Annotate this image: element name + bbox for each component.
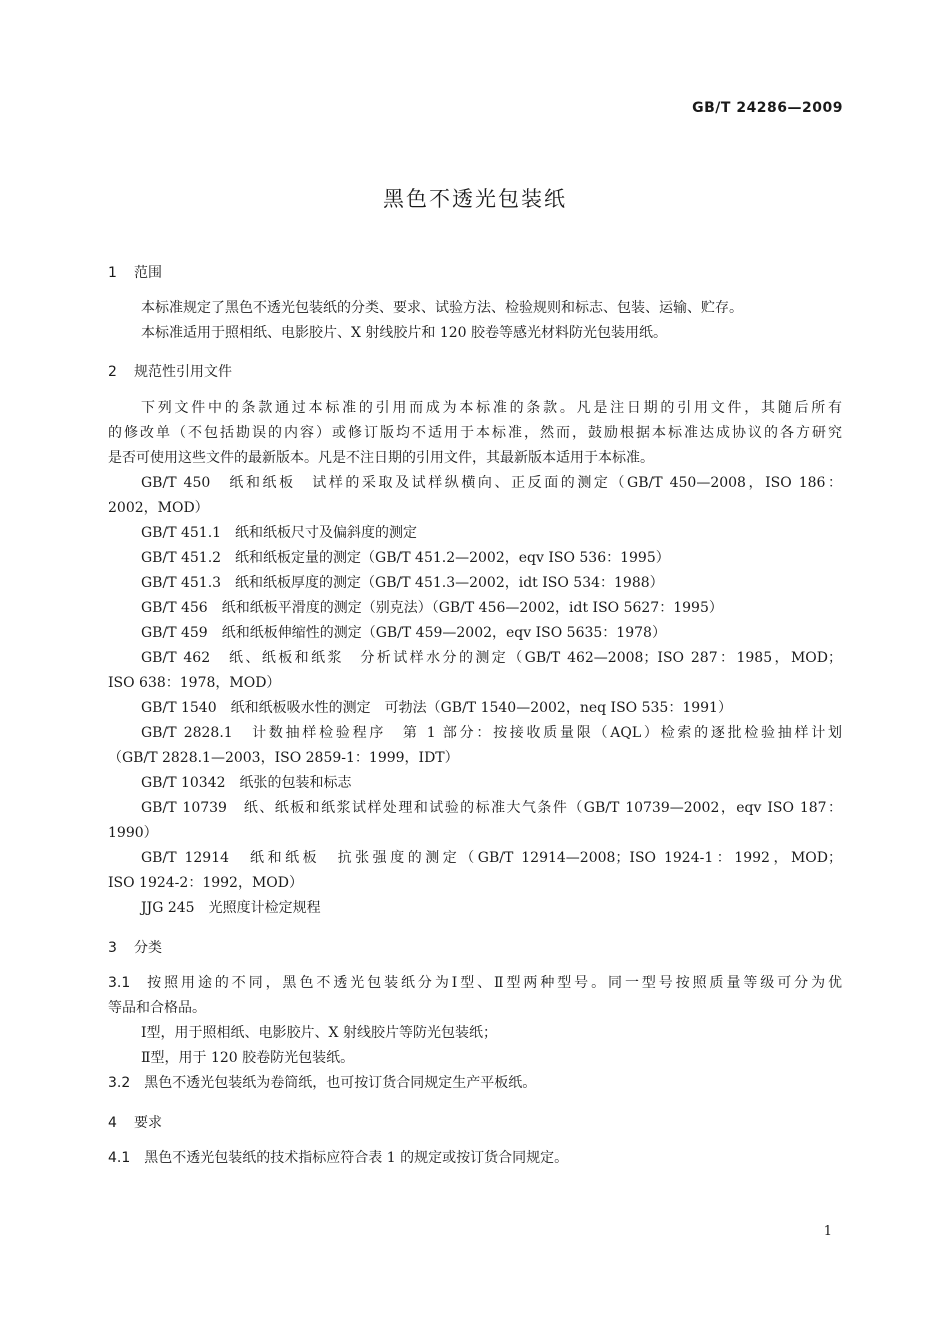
section-1-heading <box>108 262 162 282</box>
clause-3-2-line <box>108 1074 536 1092</box>
clause-3-1-line <box>108 974 842 992</box>
document-title: 黑色不透光包装纸 <box>383 187 567 211</box>
reference-item: GB/T 12914 纸和纸板 抗张强度的测定（GB/T 12914—2008；ISO 1924-1：1992，MOD； <box>141 850 842 866</box>
clause-text: 黑色不透光包装纸为卷筒纸，也可按订货合同规定生产平板纸。 <box>144 1075 537 1091</box>
reference-item: GB/T 459 纸和纸板伸缩性的测定（GB/T 459—2002，eqv ISO 5635：1978） <box>141 625 666 641</box>
reference-item: GB/T 451.1 纸和纸板尺寸及偏斜度的测定 <box>141 525 418 541</box>
clause-text: 黑色不透光包装纸的技术指标应符合表 1 的规定或按订货合同规定。 <box>144 1150 569 1166</box>
reference-item: GB/T 450 纸和纸板 试样的采取及试样纵横向、正反面的测定（GB/T 450—2008，ISO 186： <box>141 475 842 491</box>
paragraph: 本标准适用于照相纸、电影胶片、X 射线胶片和 120 胶卷等感光材料防光包装用纸。 <box>141 325 668 341</box>
section-2-heading <box>108 361 232 381</box>
reference-item-cont: ISO 638：1978，MOD） <box>108 675 281 691</box>
section-number: 4 <box>108 1115 117 1131</box>
paragraph-line: 下列文件中的条款通过本标准的引用而成为本标准的条款。凡是注日期的引用文件，其随后所有 <box>141 400 842 416</box>
section-title: 分类 <box>134 940 162 956</box>
standard-number: GB/T 24286—2009 <box>692 100 843 116</box>
section-title: 范围 <box>134 265 162 281</box>
paragraph: 本标准规定了黑色不透光包装纸的分类、要求、试验方法、检验规则和标志、包装、运输、贮存。 <box>141 300 743 316</box>
reference-item: GB/T 2828.1 计数抽样检验程序 第 1 部分：按接收质量限（AQL）检索的逐批检验抽样计划 <box>141 725 842 741</box>
reference-item-cont: 1990） <box>108 825 158 841</box>
reference-item: GB/T 1540 纸和纸板吸水性的测定 可勃法（GB/T 1540—2002，neq ISO 535：1991） <box>141 700 732 716</box>
section-4-heading <box>108 1112 162 1132</box>
section-title: 规范性引用文件 <box>134 364 232 380</box>
clause-3-1-cont: 等品和合格品。 <box>108 1000 206 1016</box>
clause-text: 按照用途的不同，黑色不透光包装纸分为Ⅰ型、Ⅱ型两种型号。同一型号按照质量等级可分为优 <box>144 975 842 991</box>
page-number: 1 <box>823 1224 832 1239</box>
reference-item: GB/T 10342 纸张的包装和标志 <box>141 775 352 791</box>
paragraph-line: 的修改单（不包括勘误的内容）或修订版均不适用于本标准，然而，鼓励根据本标准达成协议的各方研究 <box>108 425 842 441</box>
reference-item: GB/T 10739 纸、纸板和纸浆试样处理和试验的标准大气条件（GB/T 10739—2002，eqv ISO 187： <box>141 800 842 816</box>
clause-4-1-line <box>108 1149 568 1167</box>
section-number: 3 <box>108 940 117 956</box>
type-1-line: Ⅰ型，用于照相纸、电影胶片、X 射线胶片等防光包装纸； <box>141 1025 497 1041</box>
reference-item: GB/T 451.2 纸和纸板定量的测定（GB/T 451.2—2002，eqv ISO 536：1995） <box>141 550 670 566</box>
reference-item: GB/T 456 纸和纸板平滑度的测定（别克法）（GB/T 456—2002，idt ISO 5627：1995） <box>141 600 723 616</box>
clause-number: 4.1 <box>108 1150 131 1166</box>
section-title: 要求 <box>134 1115 162 1131</box>
reference-item: GB/T 451.3 纸和纸板厚度的测定（GB/T 451.3—2002，idt ISO 534：1988） <box>141 575 664 591</box>
clause-number: 3.1 <box>108 975 131 991</box>
reference-item-cont: ISO 1924-2：1992，MOD） <box>108 875 303 891</box>
reference-item-cont: 2002，MOD） <box>108 500 209 516</box>
section-number: 2 <box>108 364 117 380</box>
reference-item: GB/T 462 纸、纸板和纸浆 分析试样水分的测定（GB/T 462—2008；ISO 287：1985，MOD； <box>141 650 842 666</box>
paragraph-line: 是否可使用这些文件的最新版本。凡是不注日期的引用文件，其最新版本适用于本标准。 <box>108 450 654 466</box>
reference-item-cont: （GB/T 2828.1—2003，ISO 2859-1：1999，IDT） <box>108 750 459 766</box>
reference-item: JJG 245 光照度计检定规程 <box>141 900 321 916</box>
type-2-line: Ⅱ型，用于 120 胶卷防光包装纸。 <box>141 1050 355 1066</box>
section-3-heading <box>108 937 162 957</box>
section-number: 1 <box>108 265 117 281</box>
clause-number: 3.2 <box>108 1075 131 1091</box>
